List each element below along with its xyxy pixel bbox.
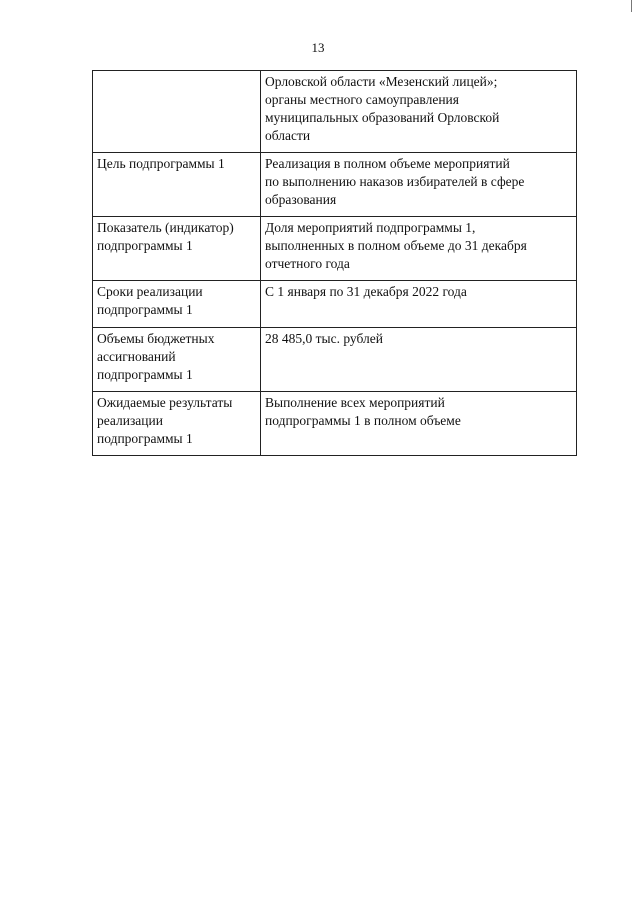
table-row [93, 71, 577, 153]
table-row [93, 153, 577, 217]
row-value: 28 485,0 тыс. рублей [265, 331, 383, 346]
row-label-cell [93, 153, 261, 217]
row-label-cell [93, 328, 261, 392]
row-value: Выполнение всех мероприятий подпрограммы 1 в полном объеме [265, 395, 461, 428]
row-label: Ожидаемые результаты реализации подпрограммы 1 [97, 395, 233, 446]
row-value: С 1 января по 31 декабря 2022 года [265, 284, 467, 299]
row-value: Доля мероприятий подпрограммы 1, выполненных в полном объеме до 31 декабря отчетного года [265, 220, 527, 271]
row-value-cell [261, 153, 577, 217]
row-value: Орловской области «Мезенский лицей»; органы местного самоуправления муниципальных образований Орловской области [265, 74, 500, 143]
scan-edge-mark [631, 0, 632, 12]
row-value-cell [261, 328, 577, 392]
table-row [93, 217, 577, 281]
row-value-cell [261, 217, 577, 281]
subprogram-passport-table [92, 70, 577, 456]
row-label-cell [93, 71, 261, 153]
table-row [93, 281, 577, 328]
row-label: Объемы бюджетных ассигнований подпрограммы 1 [97, 331, 215, 382]
table-row [93, 328, 577, 392]
table-row [93, 392, 577, 456]
row-label-cell [93, 217, 261, 281]
row-label-cell [93, 281, 261, 328]
page-number: 13 [311, 40, 325, 55]
row-value-cell [261, 71, 577, 153]
row-value: Реализация в полном объеме мероприятий по выполнению наказов избирателей в сфере образования [265, 156, 525, 207]
row-value-cell [261, 281, 577, 328]
row-value-cell [261, 392, 577, 456]
row-label: Сроки реализации подпрограммы 1 [97, 284, 203, 317]
row-label-cell [93, 392, 261, 456]
row-label: Цель подпрограммы 1 [97, 156, 225, 171]
row-label: Показатель (индикатор) подпрограммы 1 [97, 220, 234, 253]
